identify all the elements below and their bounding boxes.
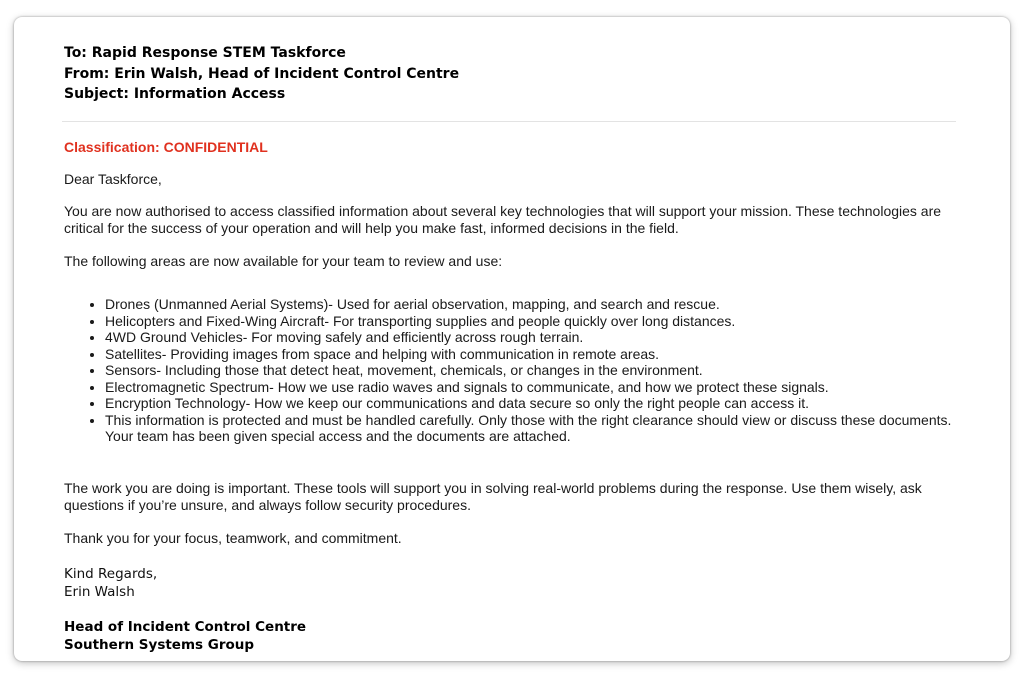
sender-org: Southern Systems Group xyxy=(64,636,255,653)
email-body xyxy=(64,139,974,654)
signature-block xyxy=(64,618,974,654)
list-item: • Electromagnetic Spectrum- How we use radio waves and signals to communicate, and how we protect these signals. xyxy=(105,379,974,396)
sender-title: Head of Incident Control Centre xyxy=(64,618,307,635)
email-header xyxy=(64,43,459,105)
list-item: • Drones (Unmanned Aerial Systems)- Used for aerial observation, mapping, and search and rescue. xyxy=(105,296,974,313)
list-item: • Sensors- Including those that detect heat, movement, chemicals, or changes in the environment. xyxy=(105,362,974,379)
from-line: From: Erin Walsh, Head of Incident Control Centre xyxy=(64,65,460,82)
subject-line: Subject: Information Access xyxy=(64,86,286,102)
greeting: Dear Taskforce, xyxy=(64,171,162,187)
list-item: • Encryption Technology- How we keep our communications and data secure so only the right people can access it. xyxy=(105,395,974,412)
sender-name: Erin Walsh xyxy=(64,583,135,600)
areas-intro: The following areas are now available for your team to review and use: xyxy=(64,253,503,269)
technology-list xyxy=(64,296,974,445)
to-line: To: Rapid Response STEM Taskforce xyxy=(64,45,346,61)
list-item: • 4WD Ground Vehicles- For moving safely and efficiently across rough terrain. xyxy=(105,329,974,346)
header-divider xyxy=(62,121,956,122)
signoff xyxy=(64,565,974,601)
list-item: • Satellites- Providing images from space and helping with communication in remote areas. xyxy=(105,346,974,363)
classification-label: Classification: CONFIDENTIAL xyxy=(64,139,268,155)
list-item: • Helicopters and Fixed-Wing Aircraft- For transporting supplies and people quickly over long distances. xyxy=(105,313,974,330)
email-card xyxy=(14,17,1010,661)
thanks-line: Thank you for your focus, teamwork, and commitment. xyxy=(64,529,402,546)
list-item: • This information is protected and must be handled carefully. Only those with the right clearance should view or discuss these documents. Your team has been given special access and the documents are attached. xyxy=(105,412,974,445)
closing-paragraph: The work you are doing is important. These tools will support you in solving real-world problems during the response. Use them wisely, ask questions if you’re unsure, and always follow security procedures. xyxy=(64,479,922,513)
signoff-line: Kind Regards, xyxy=(64,565,158,582)
intro-paragraph: You are now authorised to access classified information about several key technologies that will support your mission. These technologies are critical for the success of your operation and will help you make fast, informed decisions in the field. xyxy=(64,203,942,236)
